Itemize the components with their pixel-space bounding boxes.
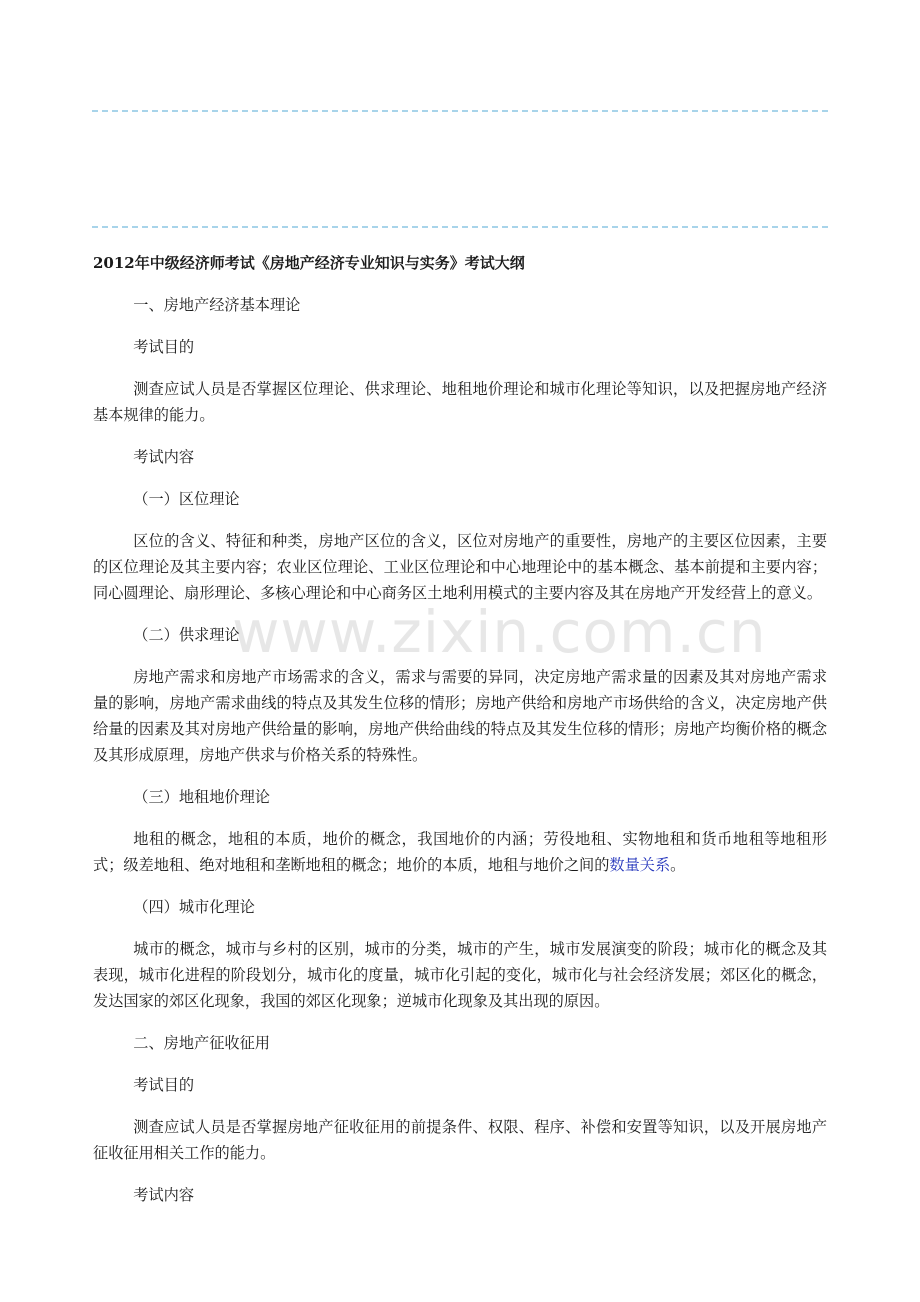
document-title: 2012年中级经济师考试《房地产经济专业知识与实务》考试大纲 xyxy=(93,254,525,272)
header-divider-top xyxy=(92,110,828,112)
section1-content-label: 考试内容 xyxy=(133,448,195,466)
item3-text-after-link: 。 xyxy=(670,856,686,874)
section1-goal-label: 考试目的 xyxy=(133,338,195,356)
item3-text-before-link: 地租的概念，地租的本质，地价的概念，我国地价的内涵；劳役地租、实物地租和货币地租等地租形式；级差地租、绝对地租和垄断地租的概念；地价的本质，地租与地价之间的 xyxy=(93,830,827,874)
item1-text: 区位的含义、特征和种类，房地产区位的含义，区位对房地产的重要性，房地产的主要区位因素，主要的区位理论及其主要内容；农业区位理论、工业区位理论和中心地理论中的基本概念、基本前提和主要内容；同心圆理论、扇形理论、多核心理论和中心商务区土地利用模式的主要内容及其在房地产开发经营上的意义。 xyxy=(93,532,827,602)
item3-text xyxy=(93,826,827,878)
item2-heading: （二）供求理论 xyxy=(133,626,240,644)
section2-goal-label: 考试目的 xyxy=(133,1076,195,1094)
section1-goal-text: 测查应试人员是否掌握区位理论、供求理论、地租地价理论和城市化理论等知识，以及把握房地产经济基本规律的能力。 xyxy=(93,380,827,424)
section2-content-label: 考试内容 xyxy=(133,1186,195,1204)
item3-heading: （三）地租地价理论 xyxy=(133,788,270,806)
item4-text: 城市的概念，城市与乡村的区别，城市的分类，城市的产生，城市发展演变的阶段；城市化的概念及其表现，城市化进程的阶段划分，城市化的度量，城市化引起的变化，城市化与社会经济发展；郊区化的概念，发达国家的郊区化现象，我国的郊区化现象；逆城市化现象及其出现的原因。 xyxy=(93,940,827,1010)
watermark: www.zixin.com.cn xyxy=(232,598,767,666)
item2-text: 房地产需求和房地产市场需求的含义，需求与需要的异同，决定房地产需求量的因素及其对房地产需求量的影响，房地产需求曲线的特点及其发生位移的情形；房地产供给和房地产市场供给的含义，决定房地产供给量的因素及其对房地产供给量的影响，房地产供给曲线的特点及其发生位移的情形；房地产均衡价格的概念及其形成原理，房地产供求与价格关系的特殊性。 xyxy=(93,668,827,764)
item1-heading: （一）区位理论 xyxy=(133,490,240,508)
section2-goal-text: 测查应试人员是否掌握房地产征收征用的前提条件、权限、程序、补偿和安置等知识，以及开展房地产征收征用相关工作的能力。 xyxy=(93,1118,827,1162)
quantity-relation-link[interactable]: 数量关系 xyxy=(609,856,671,874)
section1-heading: 一、房地产经济基本理论 xyxy=(133,296,301,314)
item4-heading: （四）城市化理论 xyxy=(133,898,255,916)
document-body xyxy=(93,250,827,1208)
section2-heading: 二、房地产征收征用 xyxy=(133,1034,270,1052)
header-divider-bottom xyxy=(92,226,828,228)
